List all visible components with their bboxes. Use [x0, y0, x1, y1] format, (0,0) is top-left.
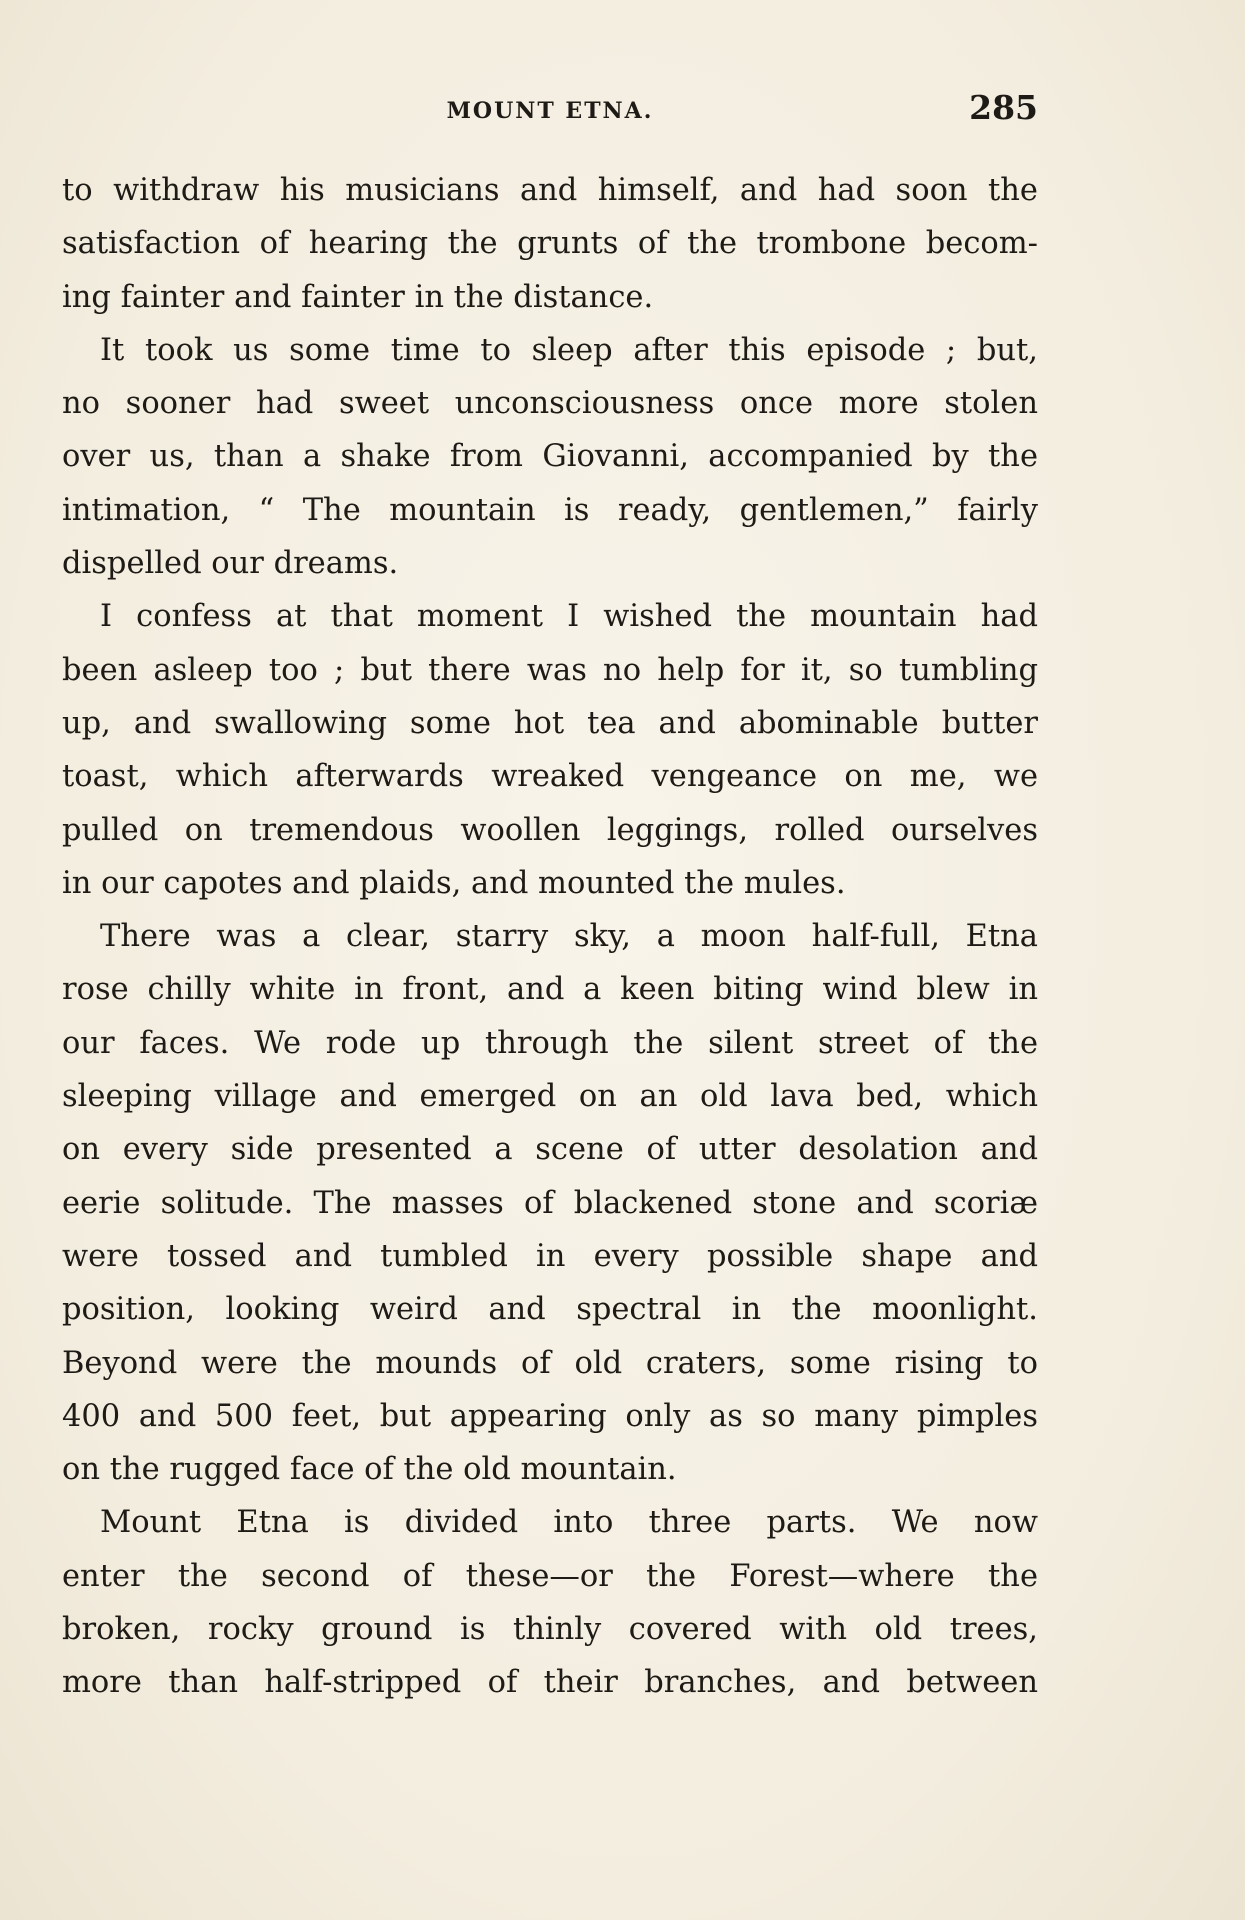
text-line: 400 and 500 feet, but appearing only as so many pimples [62, 1398, 1038, 1434]
text-line: It took us some time to sleep after this episode ; but, [100, 332, 1038, 368]
text-line: no sooner had sweet unconsciousness once more stolen [62, 386, 1038, 422]
text-line: There was a clear, starry sky, a moon half-full, Etna [100, 919, 1038, 955]
text-line: more than half-stripped of their branches, and between [62, 1665, 1038, 1701]
text-line: pulled on tremendous woollen leggings, rolled ourselves [62, 812, 1038, 848]
text-line: on every side presented a scene of utter desolation and [62, 1132, 1038, 1168]
text-line: on the rugged face of the old mountain. [62, 1452, 677, 1488]
text-line: over us, than a shake from Giovanni, accompanied by the [62, 439, 1038, 475]
text-line: our faces. We rode up through the silent street of the [62, 1025, 1038, 1061]
text-line: Beyond were the mounds of old craters, some rising to [62, 1345, 1038, 1381]
text-line: intimation, “ The mountain is ready, gentlemen,” fairly [62, 492, 1038, 528]
paragraph [62, 1496, 1038, 1709]
text-line: were tossed and tumbled in every possible shape and [62, 1238, 1038, 1274]
text-line: satisfaction of hearing the grunts of the trombone becom- [62, 226, 1038, 262]
text-line: enter the second of these—or the Forest—where the [62, 1558, 1038, 1594]
text-line: dispelled our dreams. [62, 546, 399, 582]
paragraph [62, 324, 1038, 590]
text-line: eerie solitude. The masses of blackened stone and scoriæ [62, 1185, 1038, 1221]
text-line: position, looking weird and spectral in the moonlight. [62, 1292, 1038, 1328]
text-line: ing fainter and fainter in the distance. [62, 279, 654, 315]
paragraph [62, 164, 1038, 324]
text-line: rose chilly white in front, and a keen biting wind blew in [62, 972, 1038, 1008]
paragraph [62, 590, 1038, 910]
paragraph [62, 910, 1038, 1496]
text-line: up, and swallowing some hot tea and abominable butter [62, 705, 1038, 741]
text-line: sleeping village and emerged on an old lava bed, which [62, 1079, 1038, 1115]
text-line: I confess at that moment I wished the mountain had [100, 599, 1038, 635]
running-head [62, 88, 1038, 128]
text-line: in our capotes and plaids, and mounted the mules. [62, 865, 846, 901]
text-line: Mount Etna is divided into three parts. We now [100, 1505, 1038, 1541]
text-line: toast, which afterwards wreaked vengeance on me, we [62, 759, 1038, 795]
text-line: been asleep too ; but there was no help for it, so tumbling [62, 652, 1038, 688]
page-number: 285 [969, 88, 1038, 127]
text-line: to withdraw his musicians and himself, and had soon the [62, 173, 1038, 208]
text-line: broken, rocky ground is thinly covered with old trees, [62, 1612, 1038, 1648]
body-text [62, 164, 1038, 1710]
running-title: MOUNT ETNA. [446, 98, 654, 124]
